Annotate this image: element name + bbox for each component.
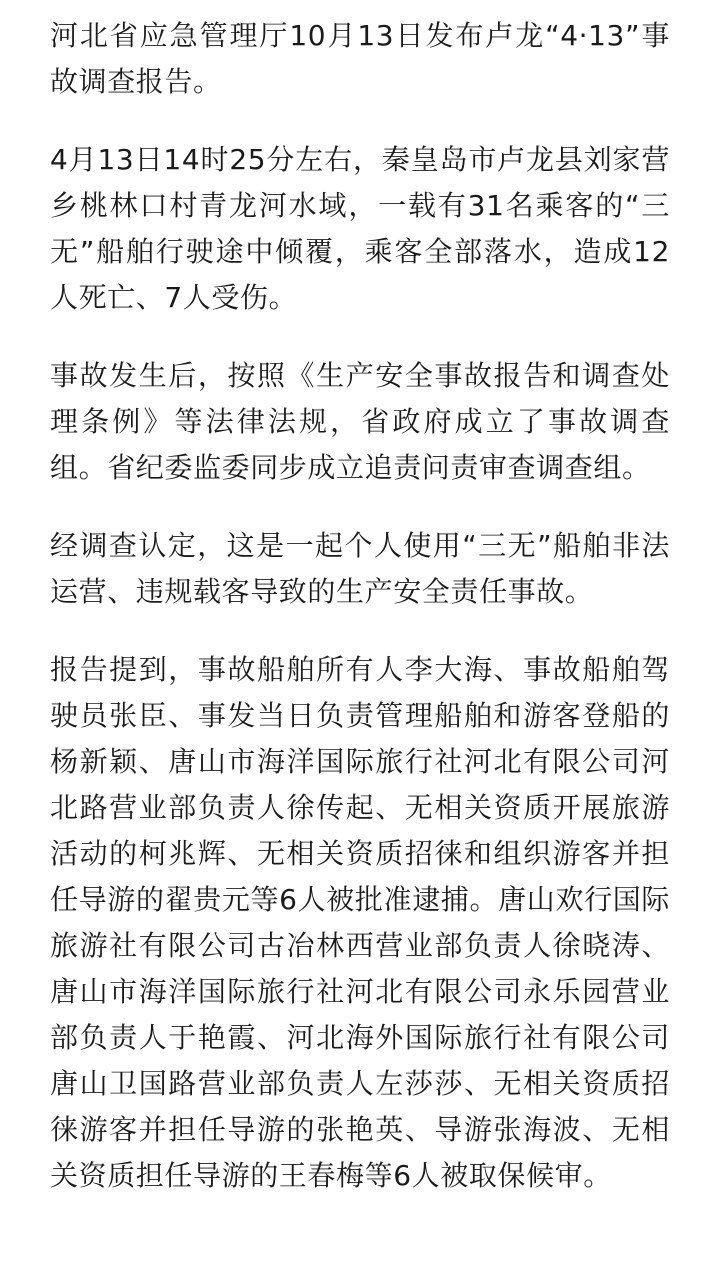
paragraph-1: 河北省应急管理厅10月13日发布卢龙“4·13”事故调查报告。	[50, 19, 670, 98]
paragraph-3: 事故发生后，按照《生产安全事故报告和调查处理条例》等法律法规，省政府成立了事故调查组。省纪委监委同步成立追责问责审查调查组。	[50, 359, 670, 484]
paragraph-5: 报告提到，事故船舶所有人李大海、事故船舶驾驶员张臣、事发当日负责管理船舶和游客登船的杨新颖、唐山市海洋国际旅行社河北有限公司河北路营业部负责人徐传起、无相关资质开展旅游活动的柯兆辉、无相关资质招徕和组织游客并担任导游的翟贵元等6人被批准逮捕。唐山欢行国际旅游社有限公司古冶林西营业部负责人徐晓涛、唐山市海洋国际旅行社河北有限公司永乐园营业部负责人于艳霞、河北海外国际旅行社有限公司唐山卫国路营业部负责人左莎莎、无相关资质招徕游客并担任导游的张艳英、导游张海波、无相关资质担任导游的王春梅等6人被取保候审。	[50, 653, 670, 1192]
paragraph-4: 经调查认定，这是一起个人使用“三无”船舶非法运营、违规载客导致的生产安全责任事故。	[50, 529, 670, 608]
paragraph-2: 4月13日14时25分左右，秦皇岛市卢龙县刘家营乡桃林口村青龙河水域，一载有31名乘客的“三无”船舶行驶途中倾覆，乘客全部落水，造成12人死亡、7人受伤。	[50, 143, 670, 314]
